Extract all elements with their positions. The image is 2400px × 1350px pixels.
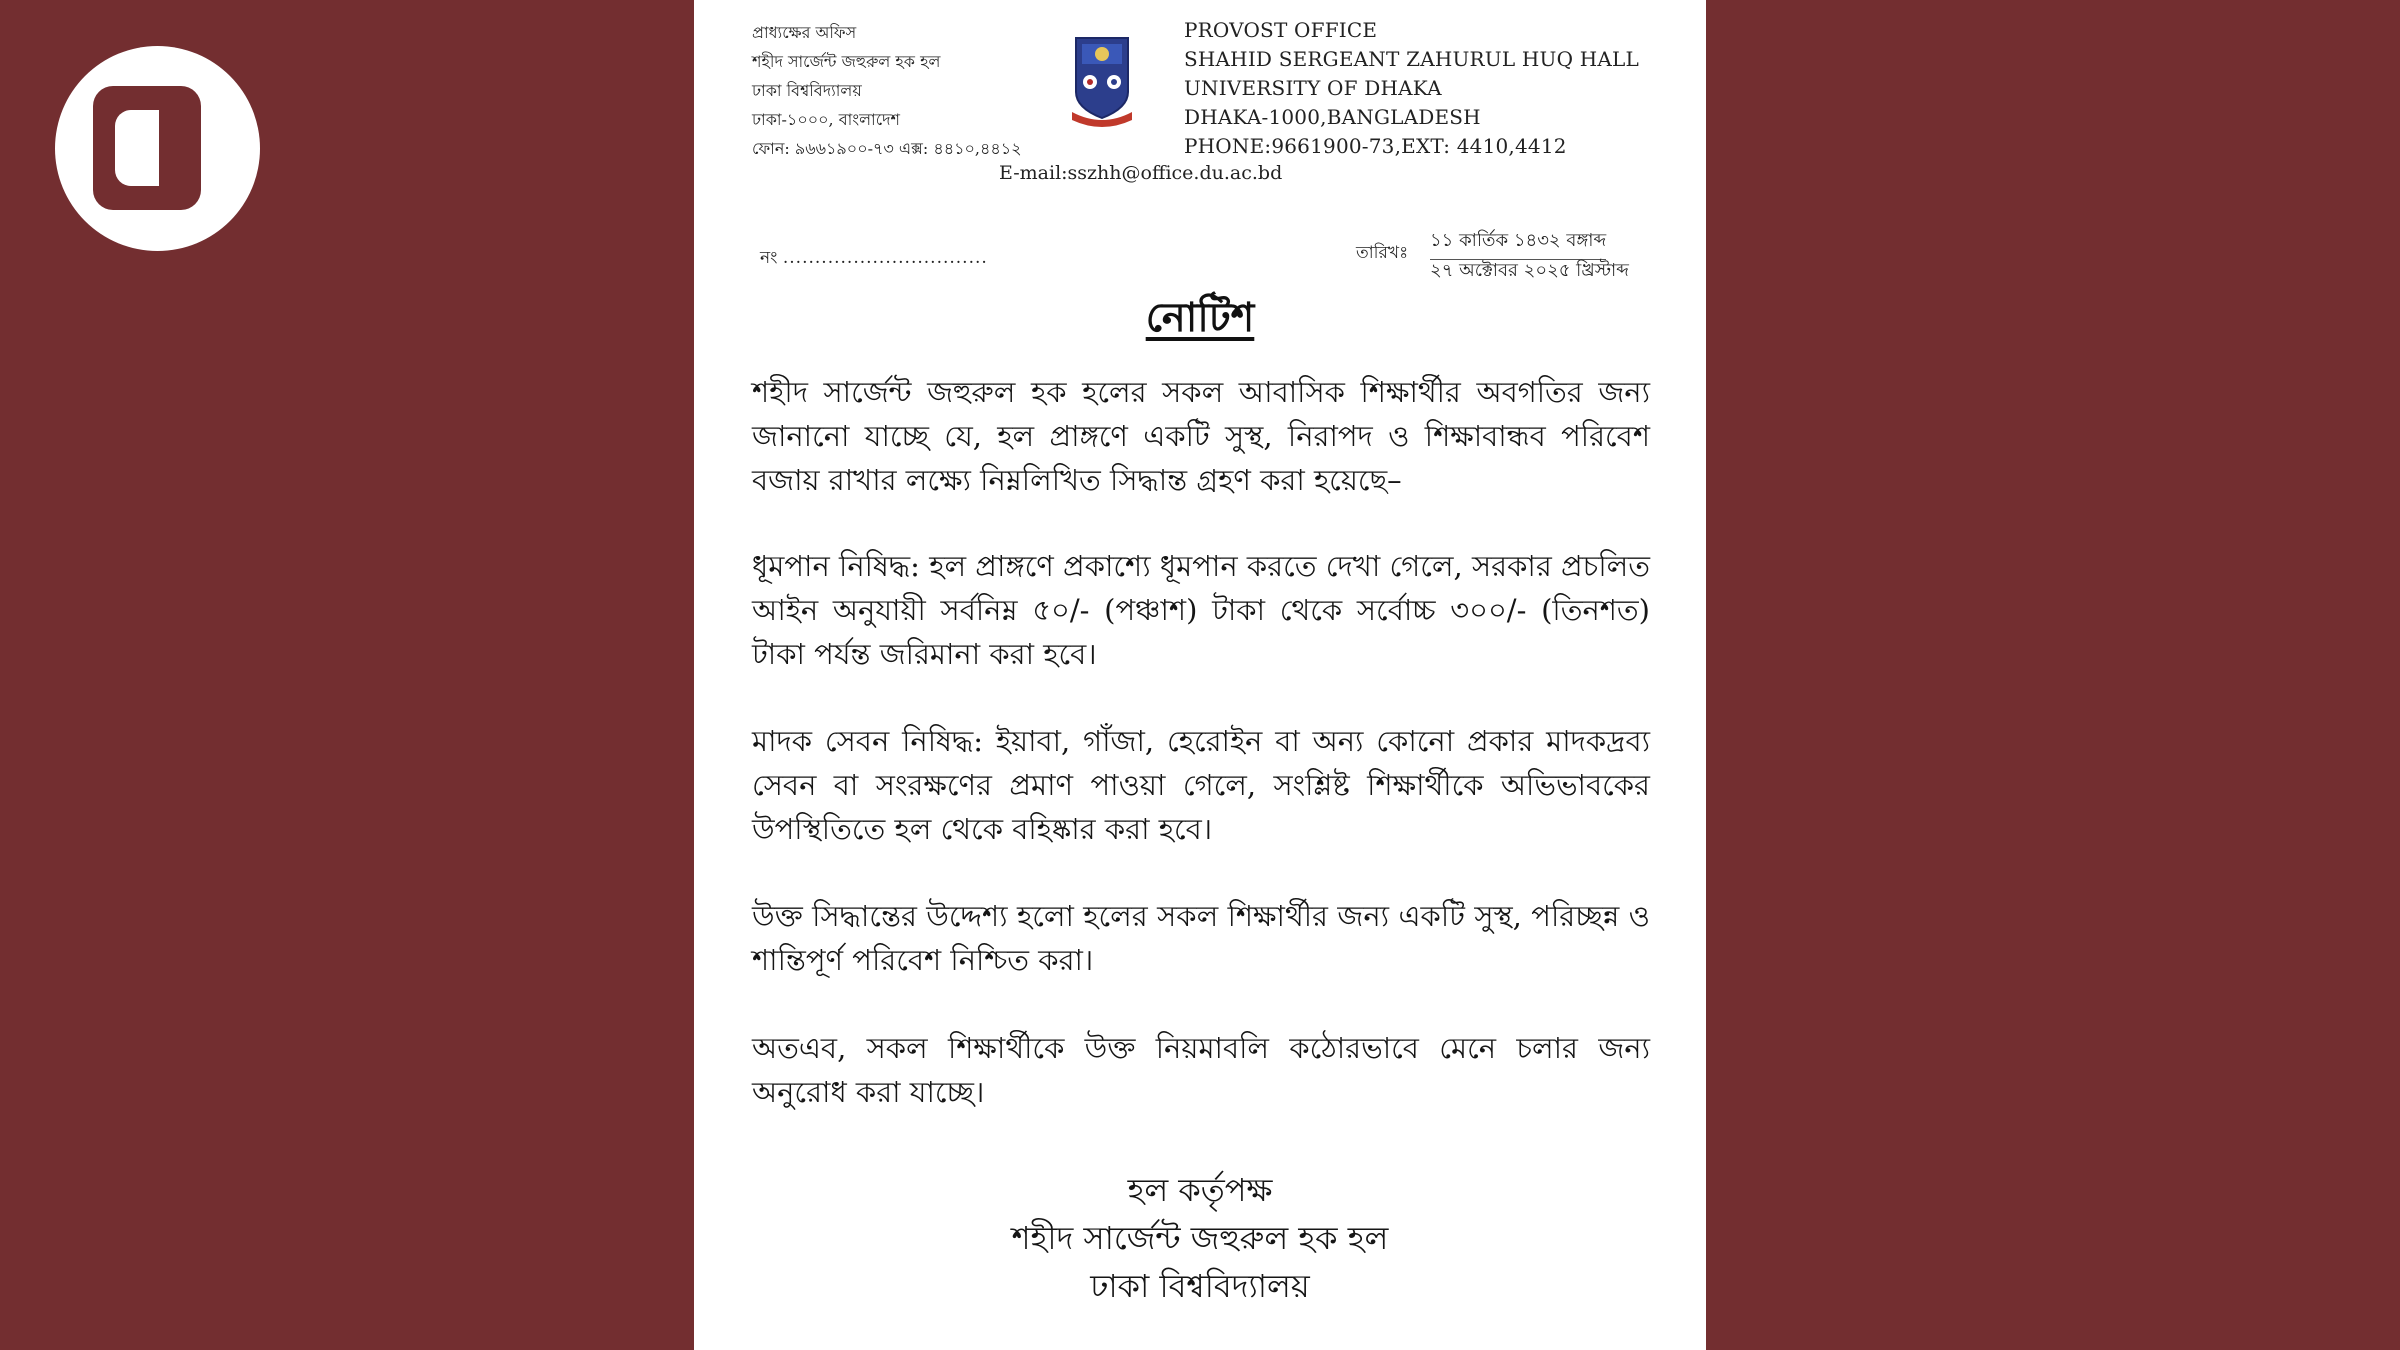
letterhead-bn-line: ফোন: ৯৬৬১৯০০-৭৩ এক্স: ৪৪১০,৪৪১২ [752,139,1022,158]
letterhead-en-line: PROVOST OFFICE [1184,18,1378,42]
letterhead-bn-line: শহীদ সার্জেন্ট জহুরুল হক হল [752,52,941,71]
notice-paragraph-drugs: মাদক সেবন নিষিদ্ধ: ইয়াবা, গাঁজা, হেরোইন বা অন্য কোনো প্রকার মাদকদ্রব্য সেবন বা সংরক্ষণের প্রমাণ পাওয়া গেলে, সংশ্লিষ্ট শিক্ষার্থীকে অভিভাবকের উপস্থিতিতে হল থেকে বহিষ্কার করা হবে। [752,724,1650,846]
letterhead-en-line: PHONE:9661900-73,EXT: 4410,4412 [1184,134,1567,158]
signature-line: ঢাকা বিশ্ববিদ্যালয় [1090,1267,1310,1305]
signature-line: হল কর্তৃপক্ষ [1127,1171,1273,1209]
notice-paragraph-request: অতএব, সকল শিক্ষার্থীকে উক্ত নিয়মাবলি কঠোরভাবে মেনে চলার জন্য অনুরোধ করা যাচ্ছে। [752,1031,1650,1109]
signature-line: শহীদ সার্জেন্ট জহুরুল হক হল [1011,1219,1389,1257]
notice-paragraph-intro: শহীদ সার্জেন্ট জহুরুল হক হলের সকল আবাসিক শিক্ষার্থীর অবগতির জন্য জানানো যাচ্ছে যে, হল প্রাঙ্গণে একটি সুস্থ, নিরাপদ ও শিক্ষাবান্ধব পরিবেশ বজায় রাখার লক্ষ্যে নিম্নলিখিত সিদ্ধান্ত গ্রহণ করা হয়েছে– [752,375,1650,497]
letterhead-english [1184,16,1639,161]
letterhead-en-line: DHAKA-1000,BANGLADESH [1184,105,1481,129]
date-label: তারিখঃ [1356,243,1409,263]
letterhead-en-line: SHAHID SERGEANT ZAHURUL HUQ HALL [1184,47,1639,71]
notice-title: নোটিশ [1145,294,1255,341]
letterhead-email: E-mail:sszhh@office.du.ac.bd [999,162,1283,184]
notice-document [694,0,1706,1350]
letterhead-bangla [752,18,1022,163]
notice-paragraph-purpose: উক্ত সিদ্ধান্তের উদ্দেশ্য হলো হলের সকল শিক্ষার্থীর জন্য একটি সুস্থ, পরিচ্ছন্ন ও শান্তিপূর্ণ পরিবেশ নিশ্চিত করা। [752,899,1650,977]
letterhead-bn-line: প্রাধ্যক্ষের অফিস [752,23,857,42]
brand-logo-icon [55,46,260,251]
reference-dots: ................................ [782,248,988,268]
letterhead-bn-line: ঢাকা বিশ্ববিদ্যালয় [752,81,862,100]
date-gregorian: ২৭ অক্টোবর ২০২৫ খ্রিস্টাব্দ [1430,260,1629,281]
date-bangla: ১১ কার্তিক ১৪৩২ বঙ্গাব্দ [1430,226,1606,260]
notice-paragraph-smoking: ধূমপান নিষিদ্ধ: হল প্রাঙ্গণে প্রকাশ্যে ধূমপান করতে দেখা গেলে, সরকার প্রচলিত আইন অনুযায়ী সর্বনিম্ন ৫০/- (পঞ্চাশ) টাকা থেকে সর্বোচ্চ ৩০০/- (তিনশত) টাকা পর্যন্ত জরিমানা করা হবে। [752,549,1650,671]
reference-label: নং [760,248,778,268]
letterhead-en-line: UNIVERSITY OF DHAKA [1184,76,1442,100]
university-crest-icon [1070,34,1134,130]
letterhead-bn-line: ঢাকা-১০০০, বাংলাদেশ [752,110,900,129]
signature-block [694,1166,1706,1310]
reference-number [760,245,988,273]
